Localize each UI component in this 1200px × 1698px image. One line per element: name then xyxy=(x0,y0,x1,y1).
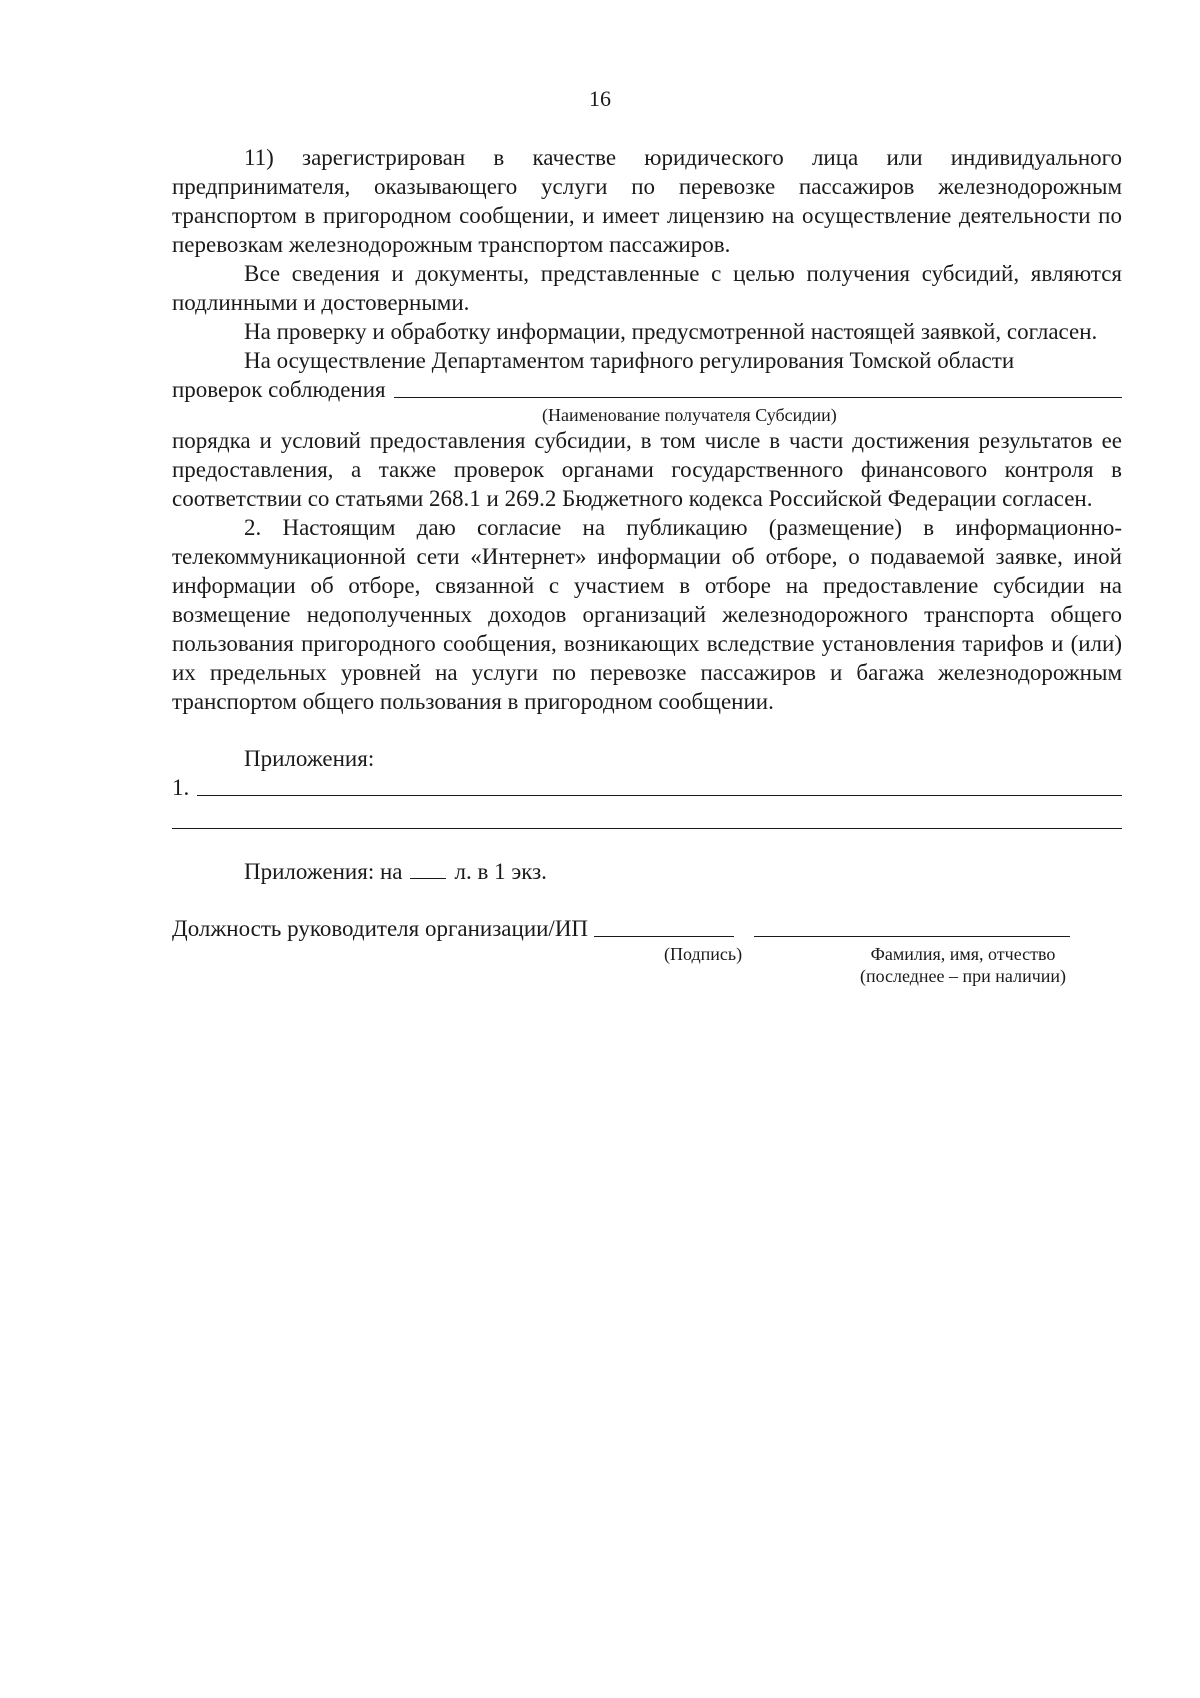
recipient-name-row xyxy=(172,375,1122,404)
spacer xyxy=(172,886,1122,914)
full-name-field[interactable] xyxy=(754,916,1070,937)
document-body xyxy=(172,143,1122,1003)
paragraph-consent-publication: 2. Настоящим даю согласие на публикацию (размещение) в информационно-телекоммуникационной сети «Интернет» информации об отборе, о подаваемой заявке, иной информации об отборе, связанной с участием в отборе на предоставление субсидии на возмещение недополученных доходов организаций железнодорожного транспорта общего пользования пригородного сообщения, возникающих вследствие установления тарифов и (или) их предельных уровней на услуги по перевозке пассажиров и багажа железнодорожным транспортом общего пользования в пригородном сообщении. xyxy=(172,515,1122,714)
spacer xyxy=(172,829,1122,857)
full-name-caption-line-1: Фамилия, имя, отчество xyxy=(870,944,1056,964)
page-number: 16 xyxy=(589,86,611,111)
paragraph-consent-processing: На проверку и обработку информации, предусмотренной настоящей заявкой, согласен. xyxy=(244,319,1098,344)
full-name-caption-line-2: (последнее – при наличии) xyxy=(859,966,1067,986)
attachment-item-field[interactable] xyxy=(197,775,1122,796)
attachments-count-prefix: Приложения: на xyxy=(244,859,403,884)
attachment-extra-field[interactable] xyxy=(172,806,1122,829)
spacer xyxy=(172,716,1122,744)
paragraph-authenticity: Все сведения и документы, представленные с целью получения субсидий, являются подлинными и достоверными. xyxy=(172,261,1122,315)
attachment-item-row xyxy=(172,773,1122,802)
inspection-label: проверок соблюдения xyxy=(172,377,386,402)
signature-position-label: Должность руководителя организации/ИП xyxy=(172,916,589,941)
signature-captions xyxy=(172,943,1122,1003)
recipient-name-field[interactable] xyxy=(394,377,1122,398)
attachment-item-number: 1. xyxy=(172,775,190,800)
paragraph-registration: 11) зарегистрирован в качестве юридического лица или индивидуального предпринимателя, оказывающего услуги по перевозке пассажиров железнодорожным транспортом в пригородном сообщении, и имеет лицензию на осуществление деятельности по перевозкам железнодорожным транспортом пассажиров. xyxy=(172,145,1122,257)
attachments-count-row xyxy=(172,857,1122,886)
paragraph-consent-inspection-rest: порядка и условий предоставления субсидии, в том числе в части достижения результатов ее предоставления, а также проверок органами государственного финансового контроля в соответствии со статьями 268.1 и 269.2 Бюджетного кодекса Российской Федерации согласен. xyxy=(172,428,1122,511)
signature-field[interactable] xyxy=(594,916,734,937)
recipient-name-caption: (Наименование получателя Субсидии) xyxy=(542,405,837,425)
signature-row xyxy=(172,914,1122,943)
signature-caption: (Подпись) xyxy=(664,944,743,964)
attachments-title: Приложения: xyxy=(244,746,375,771)
attachments-count-suffix: л. в 1 экз. xyxy=(454,859,547,884)
paragraph-consent-inspection-intro: На осуществление Департаментом тарифного регулирования Томской области xyxy=(244,348,1015,373)
sheet-count-field[interactable] xyxy=(410,860,446,879)
full-name-caption xyxy=(808,943,1118,987)
